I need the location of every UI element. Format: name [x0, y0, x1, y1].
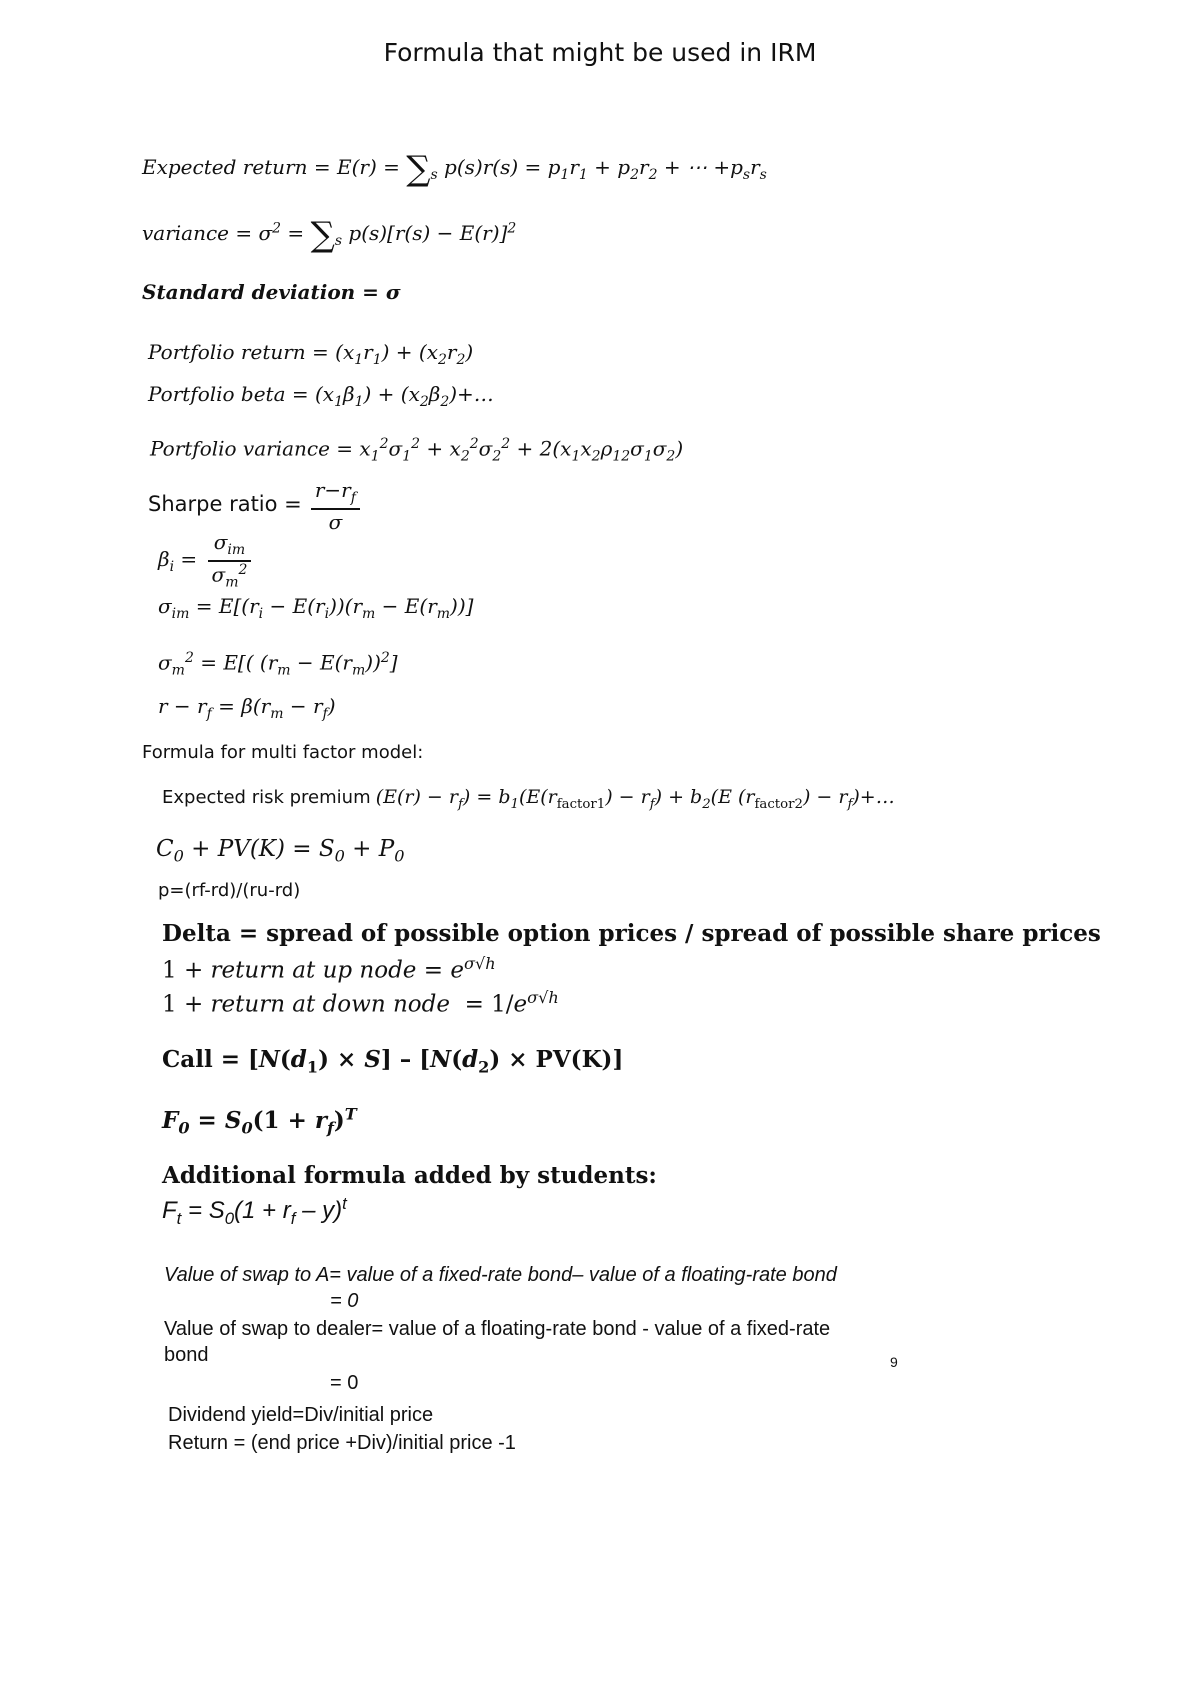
multi-factor-heading: Formula for multi factor model: — [142, 742, 424, 763]
sharpe-numerator: $r-r_f$ — [311, 478, 360, 510]
page-title: Formula that might be used in IRM — [383, 38, 817, 67]
covariance-formula: $\sigma_{im} = E[(r_i - E(r_i))(r_m - E(r_m))]$ — [158, 594, 474, 622]
swap-a-formula: Value of swap to A= value of a fixed-rate bond– value of a floating-rate bond — [164, 1264, 837, 1286]
portfolio-variance-formula: Portfolio variance = $x_1^2\sigma_1^2 + x_2^2\sigma_2^2 + 2(x_1x_2\rho_{12}\sigma_1\sigma_2)$ — [150, 436, 684, 465]
additional-heading: Additional formula added by students: — [162, 1162, 657, 1189]
return-formula: Return = (end price +Div)/initial price -1 — [168, 1432, 516, 1454]
expected-return-formula — [142, 149, 767, 189]
page-number: 9 — [890, 1354, 898, 1370]
expected-return-lhs: Expected return = E(r) = — [142, 155, 407, 179]
swap-dealer-formula-cont: bond — [164, 1344, 209, 1366]
swap-dealer-formula: Value of swap to dealer= value of a floating-rate bond - value of a fixed-rate — [164, 1318, 831, 1340]
beta-denominator: $\sigma_m^2$ — [211, 561, 248, 591]
summation-icon: ∑ — [310, 215, 335, 255]
up-node-formula: 1 + return at up node = $e^{\sigma√h}$ — [162, 954, 496, 984]
futures-yield-formula: $F_t = S_0(1 + r_f - y)^t$ — [162, 1194, 347, 1228]
beta-lhs: $\beta_i$ = — [158, 547, 198, 576]
beta-fraction — [208, 530, 252, 592]
risk-premium-formula — [162, 786, 895, 812]
sharpe-fraction — [311, 478, 360, 535]
capm-formula: $r - r_f = \beta(r_m - r_f)$ — [158, 694, 336, 722]
variance-rhs: $p(s)[r(s) - E(r)]^2$ — [342, 220, 517, 245]
dividend-yield-formula: Dividend yield=Div/initial price — [168, 1404, 434, 1426]
portfolio-return-formula: Portfolio return = $(x_1r_1) + (x_2r_2)$ — [148, 340, 474, 368]
sharpe-ratio-formula — [148, 478, 364, 535]
swap-dealer-zero: = 0 — [330, 1372, 359, 1394]
sum-index: s — [334, 233, 343, 249]
futures-formula: $F_0 = S_0(1 + r_f)^T$ — [162, 1104, 357, 1138]
call-formula: Call = $[N(d_1) \times S] - [N(d_2) \times PV(K)]$ — [162, 1046, 624, 1077]
sharpe-denominator: σ — [328, 509, 343, 534]
delta-formula: Delta = spread of possible option prices / spread of possible share prices — [162, 920, 1101, 947]
variance-lhs: variance = $\sigma^2$ = — [142, 220, 311, 245]
swap-a-zero: = 0 — [330, 1290, 359, 1312]
risk-neutral-probability: p=(rf-rd)/(ru-rd) — [158, 880, 301, 901]
portfolio-beta-formula: Portfolio beta = $(x_1\beta_1)$ + $(x_2\beta_2)+\dots$ — [148, 382, 494, 410]
expected-return-rhs: $p(s)r(s) = p_1r_1 + p_2r_2$ + ⋯ $+p_sr_s$ — [437, 155, 767, 183]
beta-formula — [158, 530, 255, 592]
std-dev-formula: Standard deviation = σ — [142, 280, 401, 304]
sharpe-label: Sharpe ratio = — [148, 491, 302, 516]
market-variance-formula: $\sigma_m^2 = E$[( $(r_m - E(r_m))^2$] — [158, 650, 398, 679]
put-call-parity-formula: $C_0 + PV(K) = S_0 + P_0$ — [156, 836, 405, 866]
summation-icon: ∑ — [406, 149, 431, 189]
beta-numerator: $\sigma_{im}$ — [208, 530, 252, 562]
sum-index: s — [430, 167, 438, 183]
risk-premium-expression: $(E(r) - r_f) = b_1(E(r_{factor1}) - r_f) + b_2(E$ $(r_{factor2})$ − $r_f)+\dots$ — [375, 786, 895, 812]
variance-formula — [142, 215, 517, 255]
down-node-formula: 1 + return at down node = $1/e^{\sigma√h}$ — [162, 988, 559, 1018]
risk-premium-label: Expected risk premium — [162, 787, 371, 808]
